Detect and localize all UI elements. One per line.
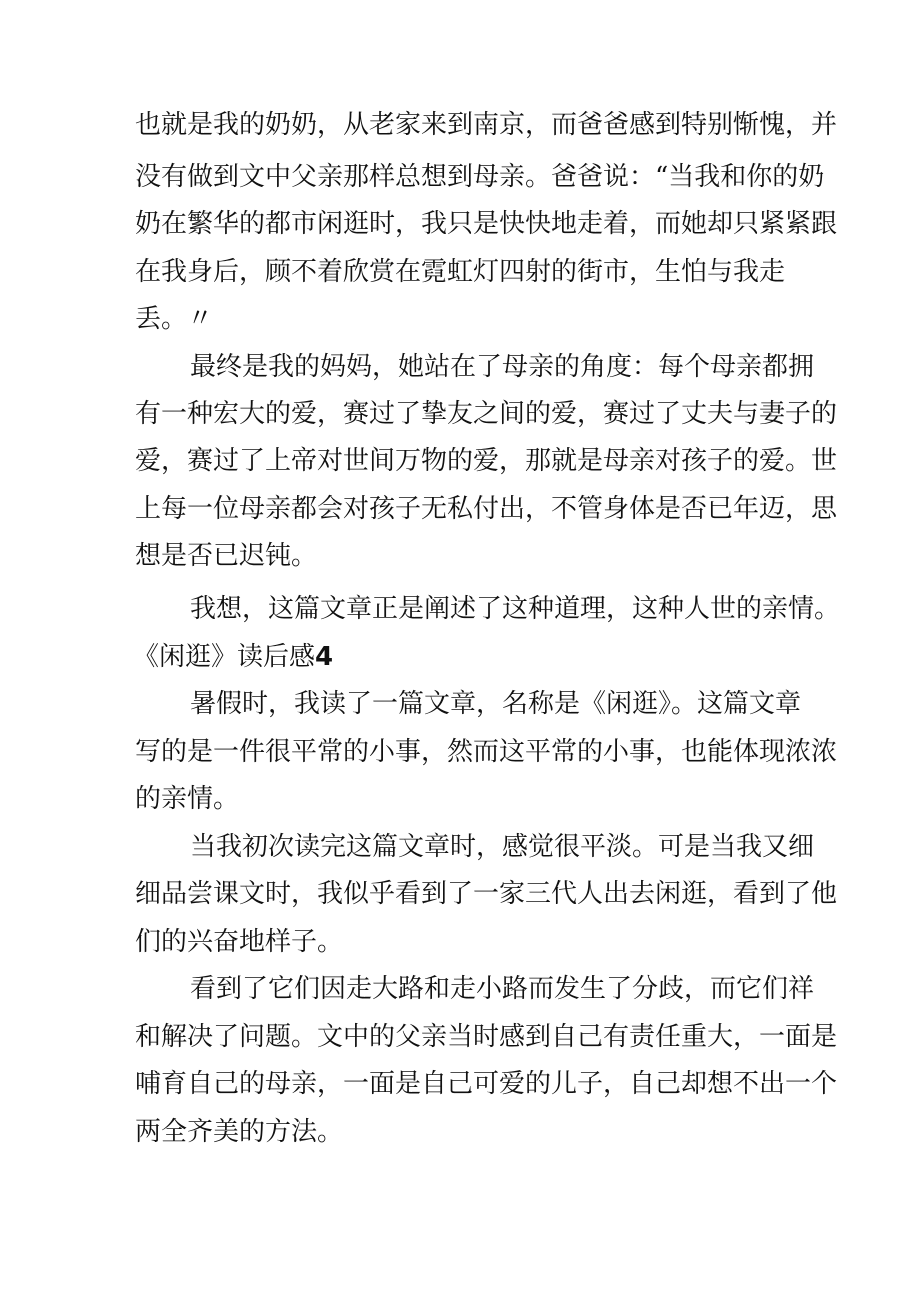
text-line: 有一种宏大的爱，赛过了挚友之间的爱，赛过了丈夫与妻子的 bbox=[135, 399, 838, 429]
text-line: 们的兴奋地样子。 bbox=[135, 927, 344, 957]
paragraph-start-line: 当我初次读完这篇文章时，感觉很平淡。可是当我又细 bbox=[190, 832, 815, 862]
paragraph-start-line: 最终是我的妈妈，她站在了母亲的角度：每个母亲都拥 bbox=[190, 352, 815, 382]
text-line: 丢。〃 bbox=[135, 304, 214, 334]
paragraph-start-line: 看到了它们因走大路和走小路而发生了分歧，而它们祥 bbox=[190, 974, 815, 1004]
text-line: 奶在繁华的都市闲逛时，我只是快快地走着，而她却只紧紧跟 bbox=[135, 209, 838, 239]
paragraph-start-line: 我想，这篇文章正是阐述了这种道理，这种人世的亲情。 bbox=[190, 594, 841, 624]
text-line: 在我身后，顾不着欣赏在霓虹灯四射的街市，生怕与我走 bbox=[135, 257, 786, 287]
text-line: 的亲情。 bbox=[135, 784, 240, 814]
text-line: 上每一位母亲都会对孩子无私付出，不管身体是否已年迈，思 bbox=[135, 494, 838, 524]
text-line: 哺育自己的母亲，一面是自己可爱的儿子，自己却想不出一个 bbox=[135, 1069, 838, 1099]
section-heading-title: 《闲逛》读后感 bbox=[133, 642, 316, 672]
text-line: 写的是一件很平常的小事，然而这平常的小事，也能体现浓浓 bbox=[135, 737, 838, 767]
text-line: 和解决了问题。文中的父亲当时感到自己有责任重大，一面是 bbox=[135, 1022, 838, 1052]
text-line: 也就是我的奶奶，从老家来到南京，而爸爸感到特别惭愧，并 bbox=[135, 110, 838, 140]
text-line: 两全齐美的方法。 bbox=[135, 1117, 344, 1147]
text-line: 没有做到文中父亲那样总想到母亲。爸爸说：“当我和你的奶 bbox=[135, 162, 825, 192]
paragraph-start-line: 暑假时，我读了一篇文章，名称是《闲逛》。这篇文章 bbox=[190, 689, 802, 719]
section-heading-number: 4 bbox=[315, 642, 334, 672]
text-line: 想是否已迟钝。 bbox=[135, 541, 318, 571]
text-line: 细品尝课文时，我似乎看到了一家三代人出去闲逛，看到了他 bbox=[135, 879, 838, 909]
section-heading bbox=[133, 640, 333, 674]
text-line: 爱，赛过了上帝对世间万物的爱，那就是母亲对孩子的爱。世 bbox=[135, 446, 838, 476]
